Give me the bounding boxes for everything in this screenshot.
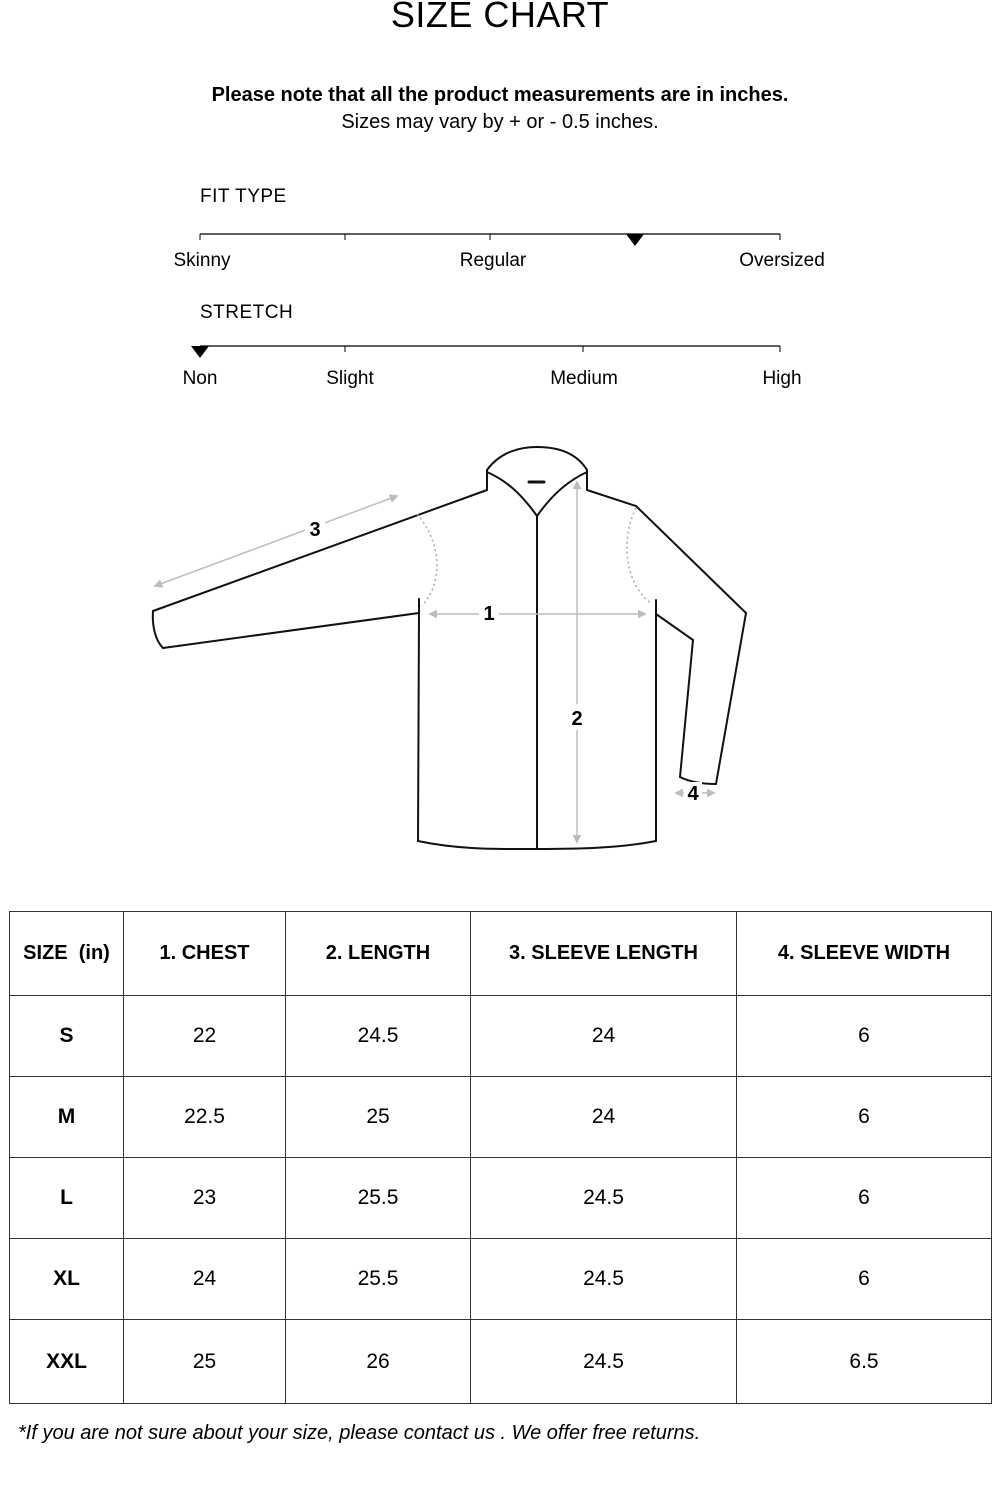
chest-cell: 23: [124, 1158, 286, 1239]
header-length: 2. LENGTH: [286, 912, 471, 996]
sleeve-length-cell: 24.5: [471, 1239, 737, 1320]
header-size: SIZE (in): [10, 912, 124, 996]
chest-cell: 22: [124, 996, 286, 1077]
size-cell: XXL: [10, 1320, 124, 1404]
chest-cell: 25: [124, 1320, 286, 1404]
table-row: [10, 1239, 992, 1320]
measurement-note: Please note that all the product measurements are in inches.: [211, 84, 789, 106]
stretch-title: STRETCH: [200, 302, 294, 323]
length-cell: 25.5: [286, 1158, 471, 1239]
chest-cell: 22.5: [124, 1077, 286, 1158]
length-cell: 26: [286, 1320, 471, 1404]
length-cell: 24.5: [286, 996, 471, 1077]
stretch-label-non: Non: [182, 368, 218, 389]
length-cell: 25: [286, 1077, 471, 1158]
fit-label-regular: Regular: [459, 250, 527, 271]
header-sleeve-length: 3. SLEEVE LENGTH: [471, 912, 737, 996]
page-title: SIZE CHART: [390, 0, 610, 35]
table-row: [10, 996, 992, 1077]
table-row: [10, 1077, 992, 1158]
table-row: [10, 1158, 992, 1239]
length-label: 2: [571, 708, 583, 730]
stretch-label-medium: Medium: [550, 368, 618, 389]
stretch-label-high: High: [762, 368, 802, 389]
size-cell: XL: [10, 1239, 124, 1320]
sleeve-width-cell: 6: [737, 996, 992, 1077]
header-sleeve-width: 4. SLEEVE WIDTH: [737, 912, 992, 996]
jacket-outline: [153, 447, 746, 849]
table-row: [10, 1320, 992, 1404]
size-cell: S: [10, 996, 124, 1077]
footer-note: *If you are not sure about your size, please contact us . We offer free returns.: [18, 1422, 701, 1444]
sleeve-width-cell: 6: [737, 1239, 992, 1320]
sleeve-length-cell: 24.5: [471, 1320, 737, 1404]
sleeve-width-label: 4: [687, 783, 699, 805]
length-cell: 25.5: [286, 1239, 471, 1320]
size-cell: M: [10, 1077, 124, 1158]
chest-label: 1: [483, 603, 495, 625]
fit-type-marker: [626, 234, 644, 246]
sleeve-length-cell: 24.5: [471, 1158, 737, 1239]
size-table: [9, 911, 992, 1404]
stretch-scale: [191, 346, 780, 358]
fit-type-scale: [200, 234, 780, 246]
sleeve-length-cell: 24: [471, 996, 737, 1077]
fit-label-oversized: Oversized: [739, 250, 825, 271]
stretch-label-slight: Slight: [326, 368, 374, 389]
size-cell: L: [10, 1158, 124, 1239]
measurement-arrows: [155, 482, 714, 842]
jacket-diagram: [140, 440, 760, 860]
sleeve-length-label: 3: [309, 519, 321, 541]
tolerance-note: Sizes may vary by + or - 0.5 inches.: [341, 111, 659, 133]
fit-label-skinny: Skinny: [173, 250, 231, 271]
fit-type-title: FIT TYPE: [200, 186, 287, 207]
chest-cell: 24: [124, 1239, 286, 1320]
sleeve-length-cell: 24: [471, 1077, 737, 1158]
header-chest: 1. CHEST: [124, 912, 286, 996]
scale-bars: [0, 0, 1000, 400]
sleeve-width-cell: 6: [737, 1158, 992, 1239]
stretch-marker: [191, 346, 209, 358]
table-header-row: [10, 912, 992, 996]
sleeve-width-cell: 6.5: [737, 1320, 992, 1404]
sleeve-width-cell: 6: [737, 1077, 992, 1158]
armhole-guides: [417, 508, 652, 606]
